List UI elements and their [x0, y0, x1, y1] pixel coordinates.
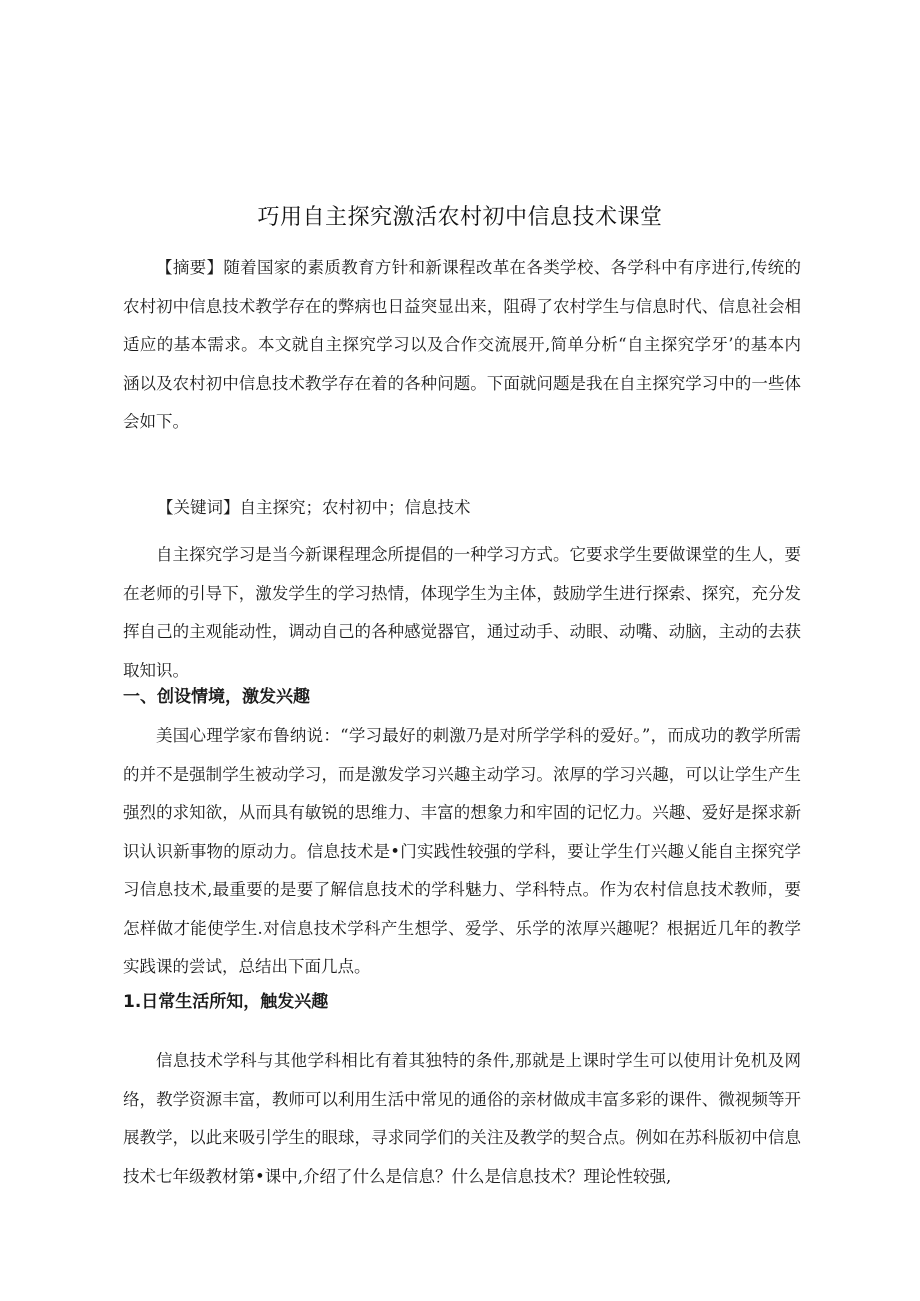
abstract-paragraph — [123, 249, 801, 442]
keywords-line — [157, 496, 471, 520]
intro-paragraph: 自主探究学习是当今新课程理念所提倡的一种学习方式。它要求学生要做课堂的生人，要在老师的引导下，激发学生的学习热情，体现学生为主体，鼓励学生进行探索、探究，充分发挥自己的主观能动性，调动自己的各种感觉器官，通过动手、动眼、动嘴、动脑，主动的去获取知识。 — [123, 545, 801, 680]
keywords-label: 【关键词】 — [157, 498, 240, 517]
subsection-paragraph: 信息技术学科与其他学科相比有着其独特的条件,那就是上课时学生可以使用计免机及网络，教学资源丰富，教师可以利用生活中常见的通俗的亲材做成丰富多彩的课件、微视频等开展教学，以此来吸引学生的眼球，寻求同学们的关注及教学的契合点。例如在苏科版初中信息技术七年级教材第•课中,介绍了什么是信息？什么是信息技术？理论性较强, — [123, 1051, 801, 1186]
keywords-text: 自主探究；农村初中；信息技术 — [239, 498, 471, 517]
abstract-label: 【摘要】 — [156, 258, 224, 277]
subsection-heading: 1.日常生活所知，触发兴趣 — [123, 992, 329, 1012]
document-title: 巧用自主探究激活农村初中信息技术课堂 — [257, 205, 663, 230]
section-paragraph: 美国心理学家布鲁纳说：“学习最好的刺激乃是对所学学科的爱好。”，而成功的教学所需的并不是强制学生被动学习，而是激发学习兴趣主动学习。浓厚的学习兴趣，可以让学生产生强烈的求知欲，从而具有敏锐的思维力、丰富的想象力和牢固的记忆力。兴趣、爱好是探求新识认识新事物的原动力。信息技术是•门实践性较强的学科，要让学生仃兴趣乂能自主探究学习信息技术,最重要的是要了解信息技术的学科魅力、学科特点。作为农村信息技术教师，要怎样做才能使学生.对信息技术学科产生想学、爱学、乐学的浓厚兴趣呢？根据近几年的教学实践课的尝试，总结出下面几点。 — [123, 726, 801, 976]
abstract-text: 随着国家的素质教育方针和新课程改革在各类学校、各学科中有序进行,传统的农村初中信息技术教学存在的弊病也日益突显出来，阻碍了农村学生与信息时代、信息社会相适应的基本需求。本文就自主探究学习以及合作交流展开,简单分析“自主探究学牙’的基本内涵以及农村初中信息技术教学存在着的各种问题。下面就问题是我在自主探究学习中的一些体会如下。 — [123, 258, 801, 431]
section-heading: 一、创设情境，激发兴趣 — [123, 687, 310, 707]
